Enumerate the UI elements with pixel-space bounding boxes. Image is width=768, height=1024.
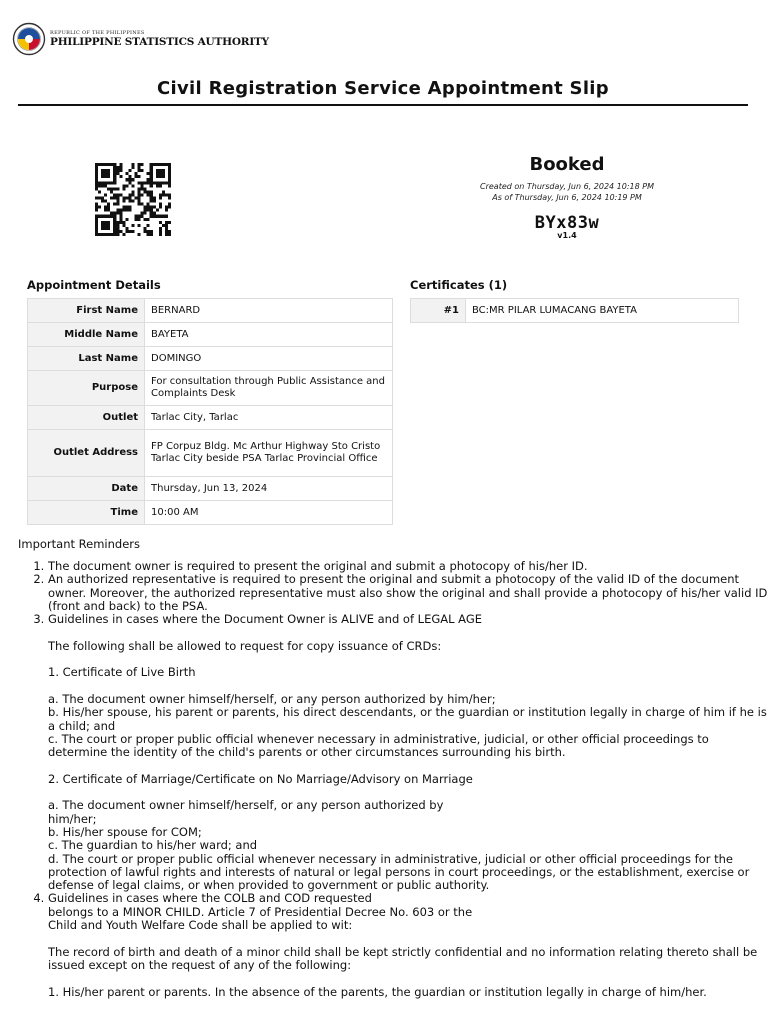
table-row xyxy=(411,299,739,323)
republic-label: REPUBLIC OF THE PHILIPPINES xyxy=(50,29,145,36)
table-row xyxy=(28,501,393,525)
list-item: 4. Guidelines in cases where the COLB and COD requested belongs to a MINOR CHILD. Article 7 of Presidential Decree No. 603 or the Child and Youth Welfare Code shall be applied to wit: The record of birth and death of a minor child shall be kept strictly confidential and no information relating thereto shall be issued except on the request of any of the following: 1. His/her parent or parents. In the absence of the parents, the guardian or institution legally in charge of him/her. xyxy=(48,892,768,998)
field-value: Tarlac City, Tarlac xyxy=(145,406,393,430)
psa-header xyxy=(12,16,269,62)
table-row xyxy=(28,430,393,477)
table-row xyxy=(28,406,393,430)
field-label: Middle Name xyxy=(28,323,145,347)
list-item: 2. An authorized representative is required to present the original and submit a photocopy of the valid ID of the document owner. Moreover, the authorized representative must also show the original and shall provide a photocopy of his/her valid ID (front and back) to the PSA. xyxy=(48,573,768,613)
field-value: 10:00 AM xyxy=(145,501,393,525)
field-value: For consultation through Public Assistance and Complaints Desk xyxy=(145,371,393,406)
table-row xyxy=(28,299,393,323)
certificate-value: BC:MR PILAR LUMACANG BAYETA xyxy=(466,299,739,323)
field-label: Date xyxy=(28,477,145,501)
reference-code: BYx83w xyxy=(534,213,600,233)
status-block xyxy=(392,154,742,240)
qr-code-icon xyxy=(95,163,171,236)
reminders-heading: Important Reminders xyxy=(18,537,140,551)
created-timestamp: Created on Thursday, Jun 6, 2024 10:18 PM xyxy=(480,182,654,191)
appointment-details-heading: Appointment Details xyxy=(27,278,161,292)
table-row xyxy=(28,477,393,501)
field-label: First Name xyxy=(28,299,145,323)
field-label: Outlet xyxy=(28,406,145,430)
field-label: Last Name xyxy=(28,347,145,371)
field-label: Purpose xyxy=(28,371,145,406)
agency-name: PHILIPPINE STATISTICS AUTHORITY xyxy=(50,35,269,48)
list-item: 1. The document owner is required to present the original and submit a photocopy of his/her ID. xyxy=(48,560,768,573)
table-row xyxy=(28,323,393,347)
field-value: BERNARD xyxy=(145,299,393,323)
as-of-timestamp: As of Thursday, Jun 6, 2024 10:19 PM xyxy=(492,193,642,202)
appointment-details-table xyxy=(27,298,393,525)
field-value: DOMINGO xyxy=(145,347,393,371)
field-label: Outlet Address xyxy=(28,430,145,477)
table-row xyxy=(28,347,393,371)
field-value: BAYETA xyxy=(145,323,393,347)
version-label: v1.4 xyxy=(557,231,577,240)
table-row xyxy=(28,371,393,406)
field-label: Time xyxy=(28,501,145,525)
field-value: FP Corpuz Bldg. Mc Arthur Highway Sto Cristo Tarlac City beside PSA Tarlac Provincial Office xyxy=(145,430,393,477)
booking-status: Booked xyxy=(529,154,605,175)
field-value: Thursday, Jun 13, 2024 xyxy=(145,477,393,501)
reminders-list xyxy=(18,560,768,999)
page-title: Civil Registration Service Appointment Slip xyxy=(18,78,748,106)
certificates-heading: Certificates (1) xyxy=(410,278,508,292)
list-item: 3. Guidelines in cases where the Document Owner is ALIVE and of LEGAL AGE The following shall be allowed to request for copy issuance of CRDs: 1. Certificate of Live Birth a. The document owner himself/herself, or any person authorized by him/her; b. His/her spouse, his parent or parents, his direct descendants, or the guardian or institution legally in charge of him if he is a child; and c. The court or proper public official whenever necessary in administrative, judicial, or other official proceedings to determine the identity of the child's parents or other circumstances surrounding his birth. 2. Certificate of Marriage/Certificate on No Marriage/Advisory on Marriage a. The document owner himself/herself, or any person authorized by him/her; b. His/her spouse for COM; c. The guardian to his/her ward; and d. The court or proper public official whenever necessary in administrative, judicial or other official proceedings for the protection of lawful rights and interests of natural or legal persons in court proceedings, or the establishment, exercise or defense of legal claims, or when provided to government or public authority. xyxy=(48,613,768,892)
certificate-number: #1 xyxy=(411,299,466,323)
psa-seal-icon xyxy=(12,22,46,56)
certificates-table xyxy=(410,298,739,323)
